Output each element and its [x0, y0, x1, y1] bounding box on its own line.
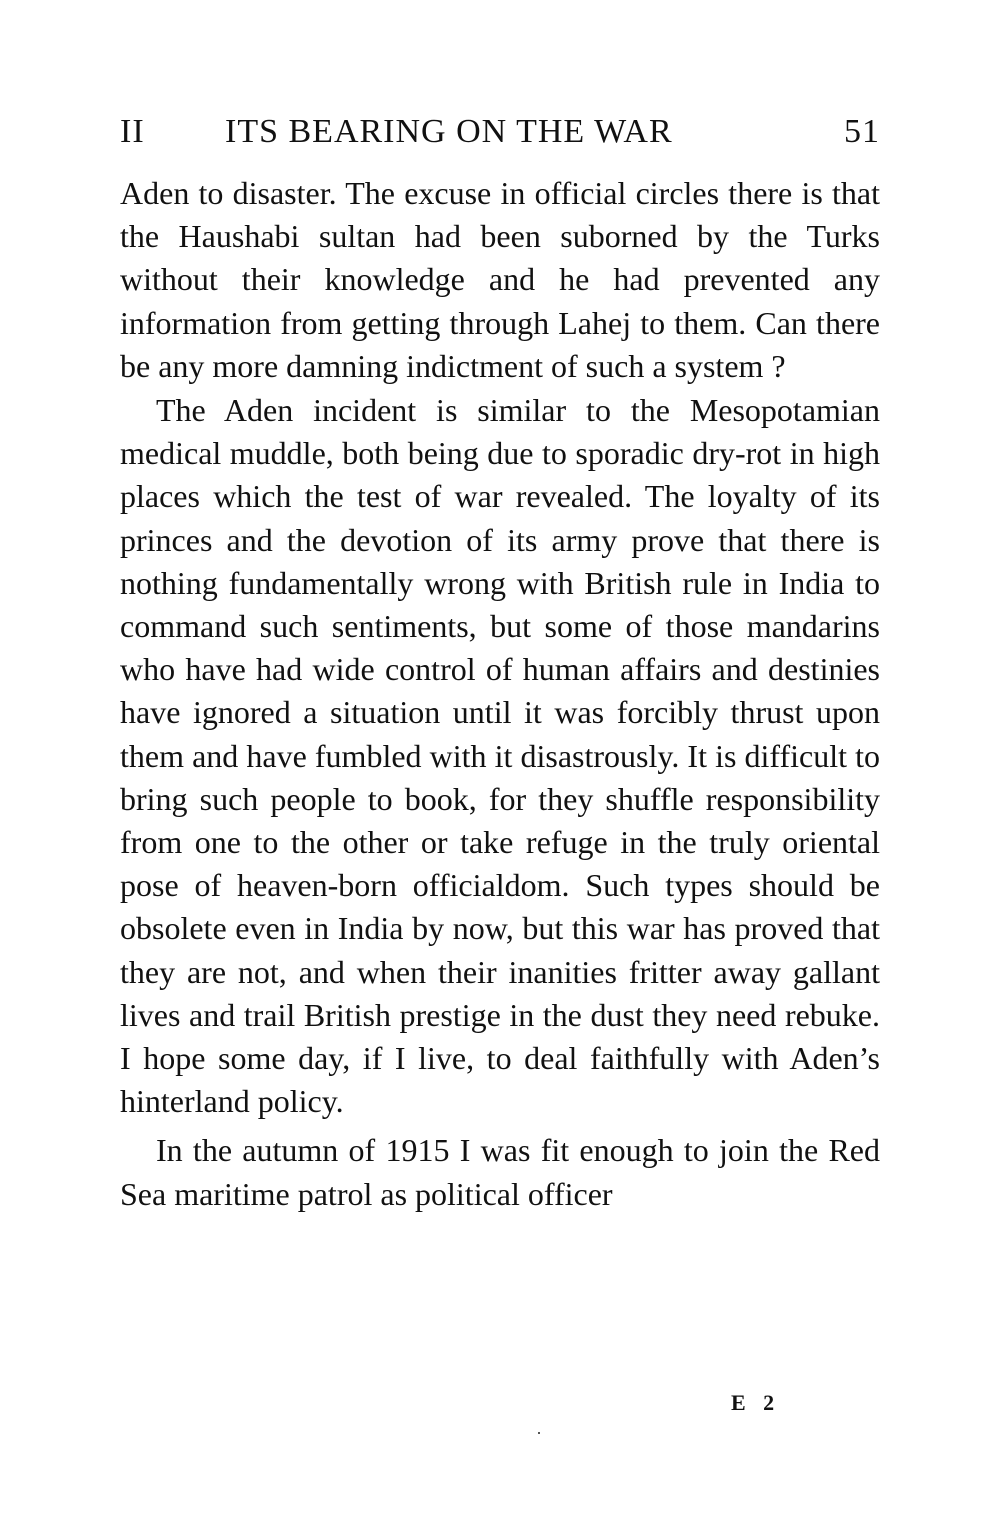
chapter-number: II: [120, 113, 145, 150]
signature-mark: E 2: [731, 1390, 781, 1415]
print-speck: [538, 1432, 540, 1434]
page-number: 51: [844, 113, 880, 150]
paragraph-2: The Aden incident is similar to the Mesopotamian medical muddle, both being due to sporadic dry-rot in high places which the test of war revealed. The loyalty of its princes and the devotion of its army prove that there is nothing fundamentally wrong with British rule in India to command such sentiments, but some of those mandarins who have had wide control of human affairs and destinies have ignored a situation until it was forcibly thrust upon them and have fumbled with it disastrously. It is difficult to bring such people to book, for they shuffle responsibility from one to the other or take refuge in the truly oriental pose of heaven-born officialdom. Such types should be obsolete even in India by now, but this war has proved that they are not, and when their inanities fritter away gallant lives and trail British prestige in the dust they need rebuke. I hope some day, if I live, to deal faithfully with Aden’s hinterland policy.: [120, 392, 880, 1120]
running-header: [120, 112, 880, 152]
paragraph-1: Aden to disaster. The excuse in official circles there is that the Haushabi sultan had been suborned by the Turks without their knowledge and he had prevented any information from getting through Lahej to them. Can there be any more damning indictment of such a system ?: [120, 175, 880, 384]
running-title: ITS BEARING ON THE WAR: [225, 113, 673, 150]
paragraph-3: In the autumn of 1915 I was fit enough to join the Red Sea maritime patrol as political officer: [120, 1132, 880, 1212]
page-body: [120, 172, 880, 1216]
